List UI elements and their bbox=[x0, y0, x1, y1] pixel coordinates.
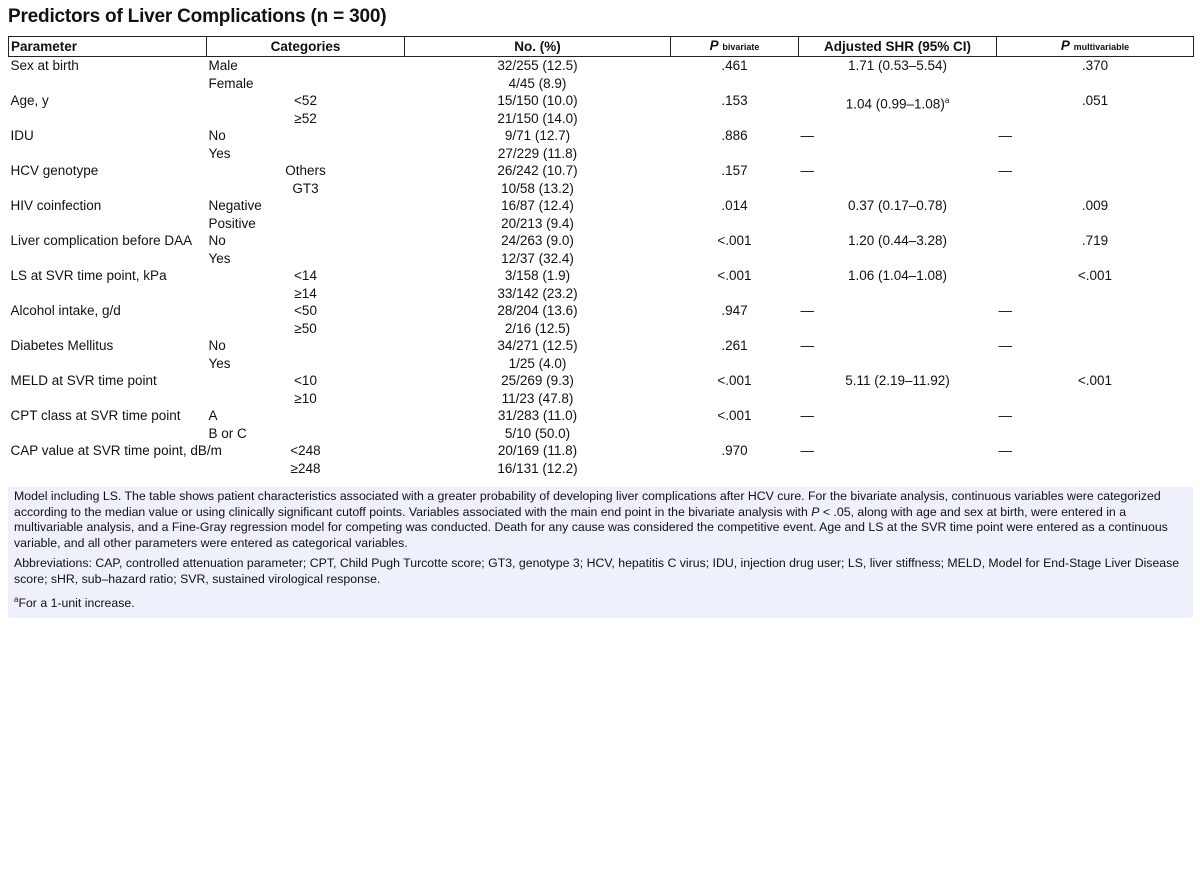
model-note-part-2: < .05, along with age and sex at birth, were entered in a multivariable analysis, and a Fine-Gray regression model for competing was conducted. Death for any cause was considered the competitive event. Age and LS at the SVR time point were entered as a continuous variable, and all other parameters were entered as categorical variables. bbox=[14, 504, 1168, 550]
p-bivariate-cell: .157 bbox=[721, 163, 748, 178]
parameter-cell: CPT class at SVR time point bbox=[10, 408, 181, 423]
count-cell: 34/271 (12.5) bbox=[497, 338, 578, 353]
empty-cell bbox=[799, 75, 997, 93]
count-cell: 15/150 (10.0) bbox=[497, 93, 578, 108]
category-cell: ≥248 bbox=[290, 460, 321, 476]
p-bivariate-cell: .970 bbox=[721, 443, 748, 458]
p-multivariable-cell: .370 bbox=[1081, 58, 1109, 73]
category-cell: A bbox=[208, 408, 218, 423]
table-row bbox=[9, 197, 1194, 215]
count-cell: 3/158 (1.9) bbox=[504, 268, 571, 283]
category-cell: ≥10 bbox=[294, 390, 317, 406]
empty-cell bbox=[799, 180, 997, 198]
model-note bbox=[14, 489, 1187, 551]
p-multivariable-cell: .051 bbox=[1081, 93, 1109, 108]
count-cell: 12/37 (32.4) bbox=[501, 250, 574, 266]
p-multivariable-cell: — bbox=[998, 338, 1012, 353]
parameter-cell: HIV coinfection bbox=[10, 198, 102, 213]
empty-cell bbox=[997, 390, 1194, 408]
unit-note bbox=[14, 592, 1187, 612]
category-cell: No bbox=[208, 338, 226, 353]
parameter-cell: MELD at SVR time point bbox=[10, 373, 157, 388]
count-cell: 31/283 (11.0) bbox=[497, 408, 578, 423]
model-note-p: P bbox=[811, 504, 820, 519]
shr-value: — bbox=[800, 408, 814, 423]
p-bivariate-cell: .261 bbox=[721, 338, 748, 353]
shr-cell bbox=[799, 372, 997, 390]
count-cell: 16/87 (12.4) bbox=[501, 198, 574, 213]
table-row bbox=[9, 372, 1194, 390]
p-bivariate-cell: .947 bbox=[721, 303, 748, 318]
table-row bbox=[9, 337, 1194, 355]
table-row bbox=[9, 57, 1194, 75]
model-note-part-1: Model including LS. The table shows patient characteristics associated with a greater probability of developing liver complications after HCV cure. For the bivariate analysis, continuous variables were categorized according to the median value or using clinically significant cutoff points. Variables associated with the main end point in the bivariate analysis with bbox=[14, 489, 1161, 519]
empty-cell bbox=[671, 110, 799, 128]
p-multivariable-cell: — bbox=[998, 128, 1012, 143]
shr-value: — bbox=[800, 303, 814, 318]
category-cell: Positive bbox=[208, 215, 256, 231]
p-bivariate-cell: .153 bbox=[721, 93, 748, 108]
p-multivariable-cell: — bbox=[998, 163, 1012, 178]
shr-value: 5.11 (2.19–11.92) bbox=[845, 373, 950, 388]
p-multivariable-cell: — bbox=[998, 443, 1012, 458]
count-cell: 10/58 (13.2) bbox=[501, 180, 574, 196]
header-p-bivariate-main: P bbox=[709, 38, 719, 53]
count-cell: 16/131 (12.2) bbox=[497, 460, 578, 476]
header-p-multivariable bbox=[997, 37, 1194, 57]
shr-footnote-mark: a bbox=[944, 96, 950, 105]
category-cell: <50 bbox=[294, 303, 317, 318]
table-row bbox=[9, 92, 1194, 110]
shr-cell bbox=[799, 57, 997, 75]
empty-cell bbox=[997, 75, 1194, 93]
empty-cell bbox=[671, 320, 799, 338]
empty-cell bbox=[671, 145, 799, 163]
header-shr: Adjusted SHR (95% CI) bbox=[799, 37, 997, 57]
empty-cell bbox=[799, 145, 997, 163]
p-multivariable-cell: — bbox=[998, 408, 1012, 423]
p-multivariable-cell: <.001 bbox=[1077, 373, 1113, 388]
empty-cell bbox=[997, 460, 1194, 478]
empty-cell bbox=[799, 285, 997, 303]
table-row bbox=[9, 162, 1194, 180]
p-multivariable-cell: <.001 bbox=[1077, 268, 1113, 283]
empty-cell bbox=[799, 460, 997, 478]
table-row bbox=[9, 267, 1194, 285]
table-title: Predictors of Liver Complications (n = 300) bbox=[8, 6, 387, 27]
parameter-cell: Alcohol intake, g/d bbox=[10, 303, 121, 318]
empty-cell bbox=[799, 215, 997, 233]
shr-value: 0.37 (0.17–0.78) bbox=[847, 198, 948, 213]
count-cell: 21/150 (14.0) bbox=[497, 110, 578, 126]
shr-cell bbox=[799, 162, 997, 180]
footnotes bbox=[8, 487, 1193, 618]
count-cell: 20/169 (11.8) bbox=[497, 443, 578, 458]
empty-cell bbox=[997, 215, 1194, 233]
category-cell: <14 bbox=[294, 268, 317, 283]
count-cell: 1/25 (4.0) bbox=[508, 355, 567, 371]
count-cell: 4/45 (8.9) bbox=[508, 75, 567, 91]
empty-cell bbox=[799, 390, 997, 408]
category-cell: Male bbox=[208, 58, 238, 73]
empty-cell bbox=[671, 180, 799, 198]
unit-note-text: For a 1-unit increase. bbox=[18, 596, 135, 611]
count-cell: 32/255 (12.5) bbox=[497, 58, 578, 73]
category-cell: No bbox=[208, 128, 226, 143]
count-cell: 9/71 (12.7) bbox=[504, 128, 571, 143]
parameter-cell: LS at SVR time point, kPa bbox=[10, 268, 167, 283]
p-multivariable-cell: .009 bbox=[1081, 198, 1109, 213]
empty-cell bbox=[997, 320, 1194, 338]
p-bivariate-cell: <.001 bbox=[717, 233, 752, 248]
p-bivariate-cell: .886 bbox=[721, 128, 748, 143]
p-bivariate-cell: <.001 bbox=[717, 408, 752, 423]
parameter-cell: Diabetes Mellitus bbox=[10, 338, 114, 353]
category-cell: ≥14 bbox=[294, 285, 317, 301]
table-row bbox=[9, 127, 1194, 145]
header-count: No. (%) bbox=[405, 37, 671, 57]
table-row bbox=[9, 407, 1194, 425]
count-cell: 27/229 (11.8) bbox=[497, 145, 578, 161]
header-p-multivariable-main: P bbox=[1060, 38, 1070, 53]
category-cell: Female bbox=[208, 75, 254, 91]
shr-cell bbox=[799, 407, 997, 425]
abbreviations-note: Abbreviations: CAP, controlled attenuation parameter; CPT, Child Pugh Turcotte score; GT3, genotype 3; HCV, hepatitis C virus; IDU, injection drug user; LS, liver stiffness; MELD, Model for End-Stage Liver Disease score; sHR, sub–hazard ratio; SVR, sustained virological response. bbox=[14, 556, 1180, 586]
p-bivariate-cell: .014 bbox=[721, 198, 748, 213]
empty-cell bbox=[671, 425, 799, 443]
header-parameter: Parameter bbox=[9, 37, 207, 57]
empty-cell bbox=[799, 320, 997, 338]
category-cell: Yes bbox=[208, 145, 231, 161]
empty-cell bbox=[671, 75, 799, 93]
parameter-cell: CAP value at SVR time point, dB/m bbox=[10, 443, 222, 458]
parameter-cell: IDU bbox=[10, 128, 34, 143]
category-cell: <52 bbox=[294, 93, 317, 108]
p-multivariable-cell: .719 bbox=[1081, 233, 1109, 248]
category-cell: ≥50 bbox=[294, 320, 317, 336]
empty-cell bbox=[671, 285, 799, 303]
category-cell: <10 bbox=[294, 373, 317, 388]
empty-cell bbox=[997, 180, 1194, 198]
table-body bbox=[9, 57, 1194, 478]
parameter-cell: Liver complication before DAA bbox=[10, 233, 193, 248]
shr-value: — bbox=[800, 163, 814, 178]
shr-value: — bbox=[800, 443, 814, 458]
category-cell: <248 bbox=[290, 443, 321, 458]
empty-cell bbox=[997, 110, 1194, 128]
count-cell: 2/16 (12.5) bbox=[504, 320, 571, 336]
count-cell: 20/213 (9.4) bbox=[501, 215, 574, 231]
count-cell: 25/269 (9.3) bbox=[501, 373, 574, 388]
empty-cell bbox=[671, 250, 799, 268]
shr-value: — bbox=[800, 128, 814, 143]
count-cell: 11/23 (47.8) bbox=[501, 390, 574, 406]
parameter-cell: HCV genotype bbox=[10, 163, 99, 178]
header-p-multivariable-sub: multivariable bbox=[1073, 42, 1130, 52]
count-cell: 5/10 (50.0) bbox=[504, 425, 571, 441]
shr-value: 1.71 (0.53–5.54) bbox=[847, 58, 948, 73]
count-cell: 24/263 (9.0) bbox=[501, 233, 574, 248]
count-cell: 26/242 (10.7) bbox=[497, 163, 578, 178]
shr-cell bbox=[799, 442, 997, 460]
table-row bbox=[9, 442, 1194, 460]
shr-value: 1.20 (0.44–3.28) bbox=[847, 233, 948, 248]
empty-cell bbox=[997, 145, 1194, 163]
header-row bbox=[9, 37, 1194, 57]
p-bivariate-cell: <.001 bbox=[717, 268, 752, 283]
parameter-cell: Sex at birth bbox=[10, 58, 79, 73]
empty-cell bbox=[997, 285, 1194, 303]
category-cell: Yes bbox=[208, 250, 231, 266]
shr-cell bbox=[799, 197, 997, 215]
category-cell: No bbox=[208, 233, 226, 248]
shr-cell bbox=[799, 92, 997, 127]
p-bivariate-cell: <.001 bbox=[717, 373, 752, 388]
category-cell: ≥52 bbox=[294, 110, 317, 126]
empty-cell bbox=[671, 355, 799, 373]
table-row bbox=[9, 302, 1194, 320]
count-cell: 33/142 (23.2) bbox=[497, 285, 578, 301]
shr-value: 1.04 (0.99–1.08) bbox=[845, 96, 945, 112]
header-categories: Categories bbox=[207, 37, 405, 57]
unit-note-mark: a bbox=[14, 595, 19, 604]
shr-value: — bbox=[800, 338, 814, 353]
empty-cell bbox=[799, 355, 997, 373]
category-cell: GT3 bbox=[292, 180, 319, 196]
header-p-bivariate-sub: bivariate bbox=[722, 42, 760, 52]
parameter-cell: Age, y bbox=[10, 93, 49, 108]
category-cell: B or C bbox=[208, 425, 247, 441]
empty-cell bbox=[799, 250, 997, 268]
category-cell: Negative bbox=[208, 198, 262, 213]
table-row bbox=[9, 232, 1194, 250]
empty-cell bbox=[671, 390, 799, 408]
shr-cell bbox=[799, 302, 997, 320]
shr-value: 1.06 (1.04–1.08) bbox=[847, 268, 948, 283]
empty-cell bbox=[997, 355, 1194, 373]
p-bivariate-cell: .461 bbox=[721, 58, 748, 73]
p-multivariable-cell: — bbox=[998, 303, 1012, 318]
shr-cell bbox=[799, 267, 997, 285]
empty-cell bbox=[997, 425, 1194, 443]
empty-cell bbox=[799, 425, 997, 443]
empty-cell bbox=[671, 215, 799, 233]
empty-cell bbox=[671, 460, 799, 478]
category-cell: Others bbox=[285, 163, 326, 178]
category-cell: Yes bbox=[208, 355, 231, 371]
predictors-table bbox=[8, 36, 1194, 477]
shr-cell bbox=[799, 232, 997, 250]
empty-cell bbox=[997, 250, 1194, 268]
header-p-bivariate bbox=[671, 37, 799, 57]
shr-cell bbox=[799, 337, 997, 355]
count-cell: 28/204 (13.6) bbox=[497, 303, 578, 318]
shr-cell bbox=[799, 127, 997, 145]
